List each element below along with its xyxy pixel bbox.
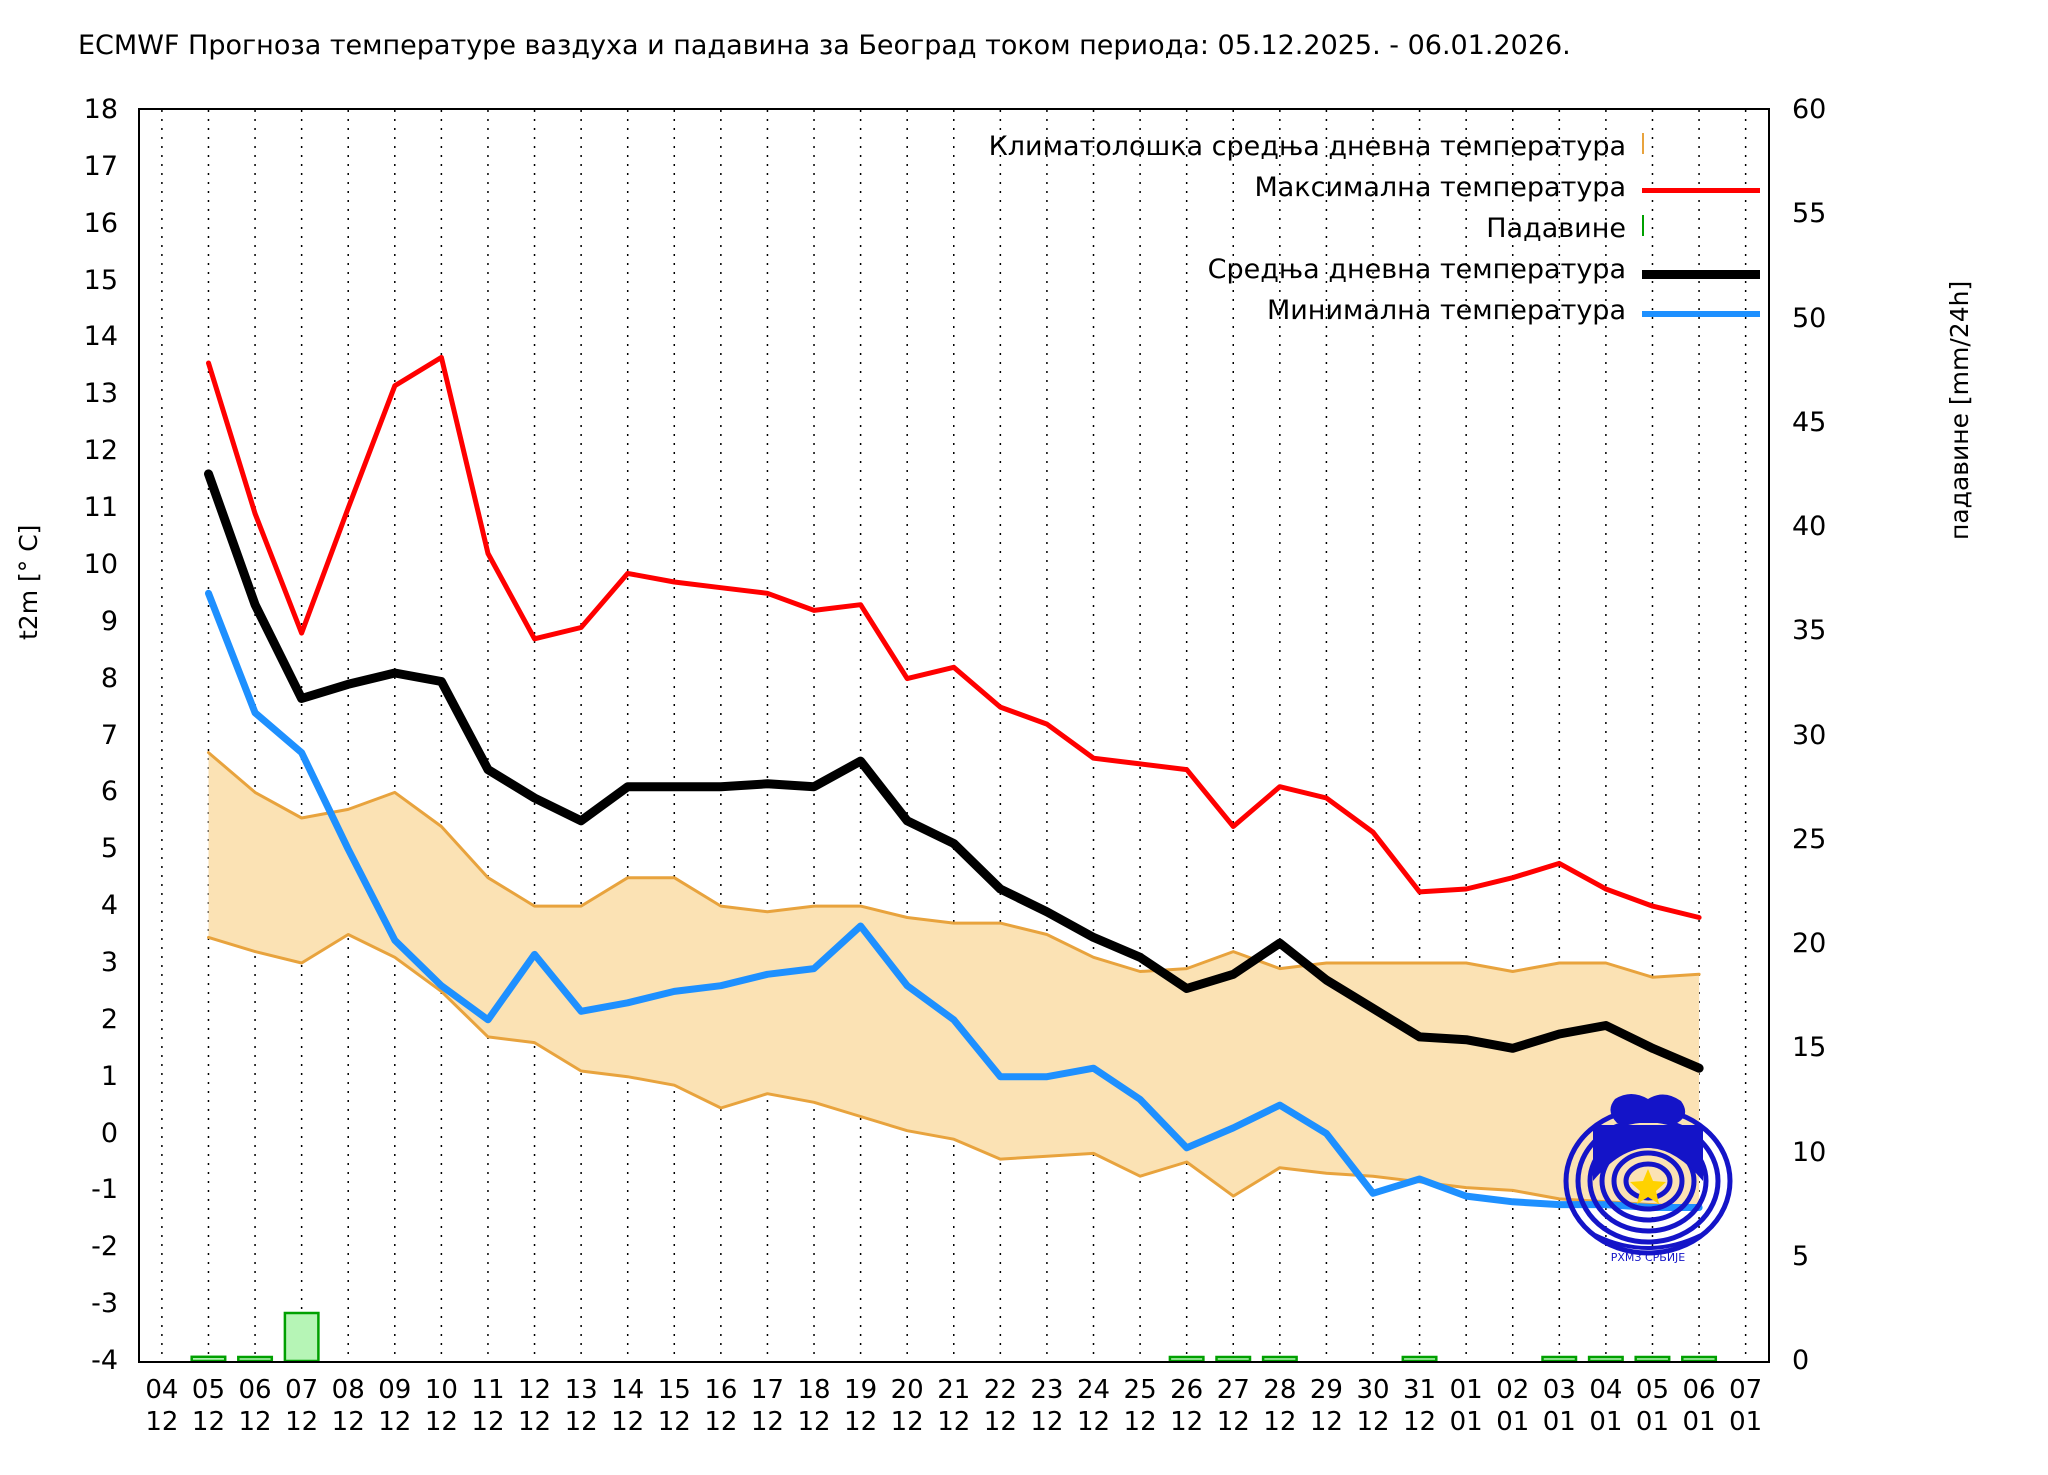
legend-item-max-temp: [820, 167, 1760, 208]
precipitation-bar: [1403, 1357, 1437, 1361]
x-tick: 29 12: [1309, 1375, 1343, 1437]
precipitation-bar: [1170, 1357, 1204, 1361]
precipitation-bar: [285, 1313, 319, 1361]
x-tick: 07 12: [285, 1375, 319, 1437]
precipitation-bar: [192, 1357, 226, 1361]
x-tick: 22 12: [983, 1375, 1017, 1437]
y-tick-left: 5: [100, 833, 118, 865]
legend-label-climatology: Климатолошка средња дневна температура: [988, 131, 1626, 162]
legend-label-mean-temp: Средња дневна температура: [1207, 254, 1626, 285]
svg-text:РХМЗ СРБИЈЕ: РХМЗ СРБИЈЕ: [1610, 1251, 1686, 1264]
x-tick: 12 12: [517, 1375, 552, 1437]
x-tick: 06 12: [238, 1375, 272, 1437]
y-tick-left: 10: [83, 548, 118, 580]
rhmz-logo-icon: [1553, 1085, 1743, 1275]
legend-item-precipitation: [820, 208, 1760, 249]
x-tick: 28 12: [1263, 1375, 1297, 1437]
precipitation-bar: [238, 1357, 271, 1361]
legend-label-min-temp: Минимална температура: [1266, 295, 1626, 326]
chart-legend: [820, 126, 1760, 331]
x-tick: 27 12: [1216, 1375, 1250, 1437]
x-tick: 26 12: [1170, 1375, 1204, 1437]
y-tick-left: 4: [100, 890, 118, 922]
x-tick: 06 01: [1682, 1375, 1716, 1437]
legend-key-mean-temp: [1642, 257, 1760, 283]
y-tick-left: 7: [100, 719, 118, 751]
legend-label-precipitation: Падавине: [1486, 213, 1626, 244]
y-tick-left: 12: [83, 435, 118, 467]
x-tick: 30 12: [1356, 1375, 1390, 1437]
legend-label-max-temp: Максимална температура: [1254, 172, 1626, 203]
y-tick-right: 35: [1792, 615, 1827, 647]
y-tick-right: 55: [1792, 198, 1827, 230]
y-tick-right: 50: [1792, 302, 1827, 334]
legend-item-climatology: [820, 126, 1760, 167]
x-tick: 20 12: [890, 1375, 924, 1437]
y-tick-left: -2: [91, 1231, 118, 1263]
legend-key-precipitation: [1642, 216, 1760, 242]
x-tick: 23 12: [1030, 1375, 1064, 1437]
x-tick: 16 12: [704, 1375, 738, 1437]
y-tick-left: 15: [83, 264, 118, 296]
x-tick: 24 12: [1076, 1375, 1111, 1437]
x-tick: 03 01: [1542, 1375, 1576, 1437]
legend-item-mean-temp: [820, 249, 1760, 290]
x-tick: 05 12: [191, 1375, 226, 1437]
page-title: ECMWF Прогноза температуре ваздуха и падавина за Београд током периода: 05.12.2025. - 06.01.2026.: [78, 30, 1571, 61]
precipitation-bar: [1589, 1357, 1623, 1361]
precipitation-bar: [1636, 1357, 1670, 1361]
x-tick: 05 01: [1635, 1375, 1670, 1437]
x-tick: 07 01: [1729, 1375, 1763, 1437]
x-tick: 11 12: [471, 1375, 505, 1437]
x-tick: 14 12: [611, 1375, 645, 1437]
x-tick: 21 12: [937, 1375, 971, 1437]
y-tick-right: 30: [1792, 719, 1827, 751]
y-tick-left: 11: [83, 492, 118, 524]
x-tick: 18 12: [797, 1375, 831, 1437]
y-tick-left: 3: [100, 946, 118, 978]
x-tick: 02 01: [1496, 1375, 1530, 1437]
precipitation-bar: [1217, 1357, 1251, 1361]
precipitation-bar: [1263, 1357, 1297, 1361]
y-tick-left: -4: [91, 1345, 118, 1376]
legend-key-max-temp: [1642, 175, 1760, 201]
x-tick: 10 12: [424, 1375, 458, 1437]
y-tick-left: 8: [100, 662, 118, 694]
y-tick-left: 14: [83, 321, 118, 353]
x-tick: 04 12: [145, 1375, 179, 1437]
y-tick-right: 15: [1792, 1032, 1827, 1064]
y-axis-label-left: t2m [° C]: [14, 524, 43, 640]
legend-key-climatology: [1642, 134, 1760, 160]
precipitation-bar: [1543, 1357, 1577, 1361]
x-tick: 19 12: [844, 1375, 878, 1437]
x-tick: 13 12: [564, 1375, 598, 1437]
legend-key-min-temp: [1642, 298, 1760, 324]
y-tick-left: 1: [100, 1060, 118, 1092]
y-tick-right: 40: [1792, 511, 1827, 542]
y-tick-left: 0: [100, 1117, 118, 1149]
y-tick-left: 16: [83, 207, 118, 239]
legend-item-min-temp: [820, 290, 1760, 331]
y-tick-left: 2: [100, 1003, 118, 1035]
y-tick-right: 20: [1792, 928, 1827, 959]
precipitation-bar: [1682, 1357, 1716, 1361]
x-tick: 01 01: [1449, 1375, 1483, 1437]
y-tick-right: 45: [1792, 406, 1827, 438]
x-tick: 08 12: [331, 1375, 365, 1437]
y-tick-left: 17: [83, 150, 118, 182]
y-tick-right: 10: [1792, 1136, 1827, 1168]
x-tick: 25 12: [1123, 1375, 1157, 1437]
y-axis-label-right: падавине [mm/24h]: [1945, 280, 1974, 540]
x-tick: 31 12: [1403, 1375, 1437, 1437]
y-tick-left: 9: [100, 605, 118, 637]
y-tick-left: -3: [91, 1288, 118, 1320]
x-tick: 17 12: [750, 1375, 784, 1437]
y-tick-left: 13: [83, 378, 118, 410]
y-tick-left: 18: [83, 94, 118, 125]
x-tick: 15 12: [657, 1375, 691, 1437]
x-tick: 09 12: [378, 1375, 412, 1437]
y-tick-right: 0: [1792, 1345, 1810, 1376]
y-tick-right: 5: [1792, 1240, 1810, 1272]
y-tick-left: -1: [91, 1174, 118, 1206]
x-tick: 04 01: [1589, 1375, 1623, 1437]
y-tick-right: 25: [1792, 823, 1827, 855]
y-tick-right: 60: [1792, 94, 1827, 125]
y-tick-left: 6: [100, 776, 118, 808]
